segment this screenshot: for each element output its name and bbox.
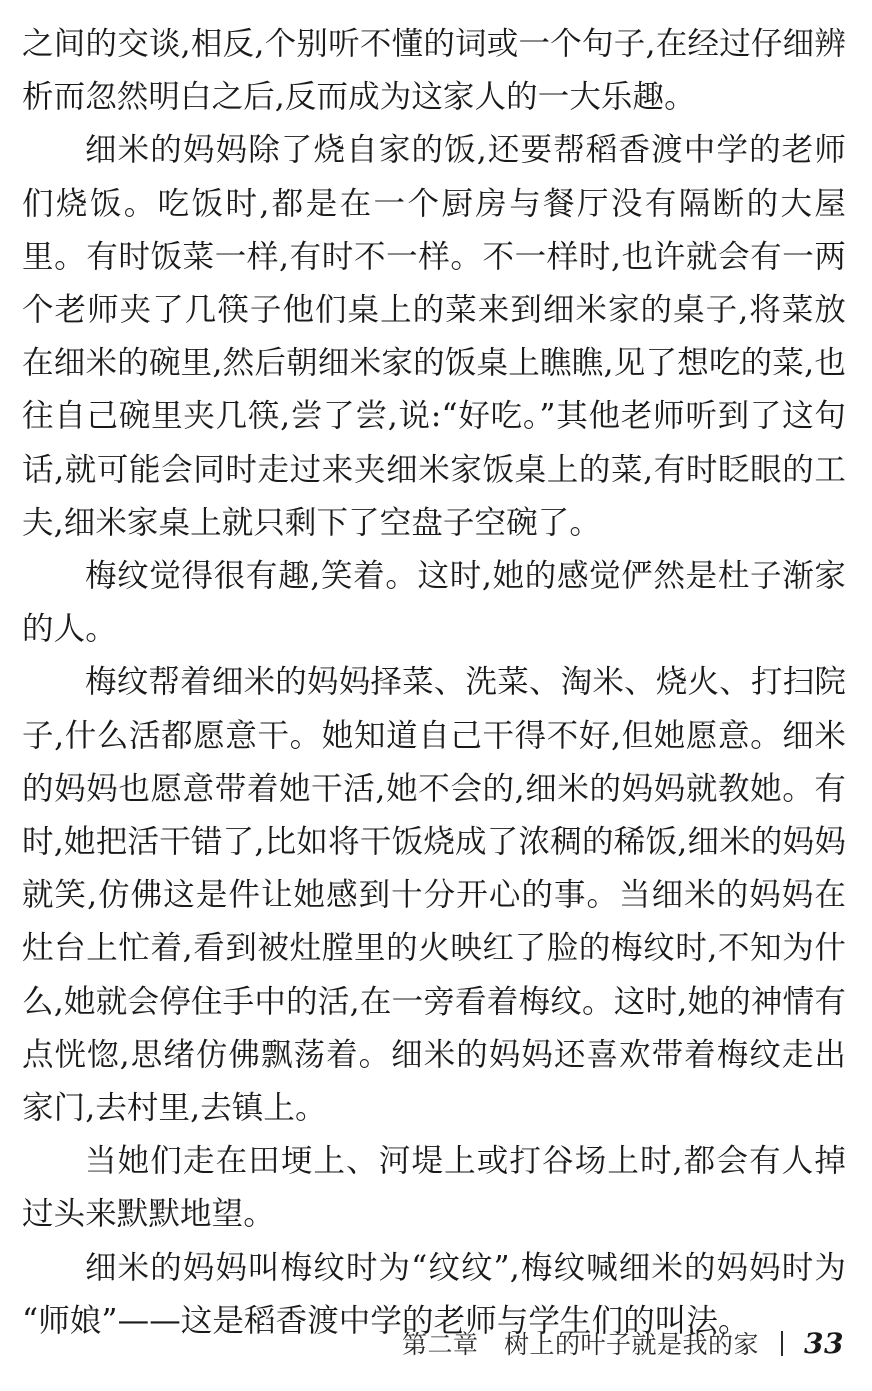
paragraph: 梅纹帮着细米的妈妈择菜、洗菜、淘米、烧火、打扫院子,什么活都愿意干。她知道自己干得不好,但她愿意。细米的妈妈也愿意带着她干活,她不会的,细米的妈妈就教她。有时,她把活干错了,比如将干饭烧成了浓稠的稀饭,细米的妈妈就笑,仿佛这是件让她感到十分开心的事。当细米的妈妈在灶台上忙着,看到被灶膛里的火映红了脸的梅纹时,不知为什么,她就会停住手中的活,在一旁看着梅纹。这时,她的神情有点恍惚,思绪仿佛飘荡着。细米的妈妈还喜欢带着梅纹走出家门,去村里,去镇上。 <box>22 664 846 1127</box>
vertical-bar-icon <box>781 1331 783 1356</box>
paragraph: 当她们走在田埂上、河堤上或打谷场上时,都会有人掉过头来默默地望。 <box>22 1143 846 1233</box>
paragraph: 细米的妈妈叫梅纹时为“纹纹”,梅纹喊细米的妈妈时为“师娘”——这是稻香渡中学的老师与学生们的叫法。 <box>22 1249 846 1339</box>
footer-chapter-title: 第二章 树上的叶子就是我的家 <box>402 1330 760 1359</box>
paragraph: 细米的妈妈除了烧自家的饭,还要帮稻香渡中学的老师们烧饭。吃饭时,都是在一个厨房与餐厅没有隔断的大屋里。有时饭菜一样,有时不一样。不一样时,也许就会有一两个老师夹了几筷子他们桌上的菜来到细米家的桌子,将菜放在细米的碗里,然后朝细米家的饭桌上瞧瞧,见了想吃的菜,也往自己碗里夹几筷,尝了尝,说:“好吃。”其他老师听到了这句话,就可能会同时走过来夹细米家饭桌上的菜,有时眨眼的工夫,细米家桌上就只剩下了空盘子空碗了。 <box>22 132 846 541</box>
page-number: 33 <box>804 1327 844 1360</box>
body-text-block <box>22 18 846 1348</box>
page-footer <box>0 1328 844 1358</box>
paragraph: 梅纹觉得很有趣,笑着。这时,她的感觉俨然是杜子渐家的人。 <box>22 558 846 648</box>
paragraph: 之间的交谈,相反,个别听不懂的词或一个句子,在经过仔细辨析而忽然明白之后,反而成为这家人的一大乐趣。 <box>22 26 846 116</box>
